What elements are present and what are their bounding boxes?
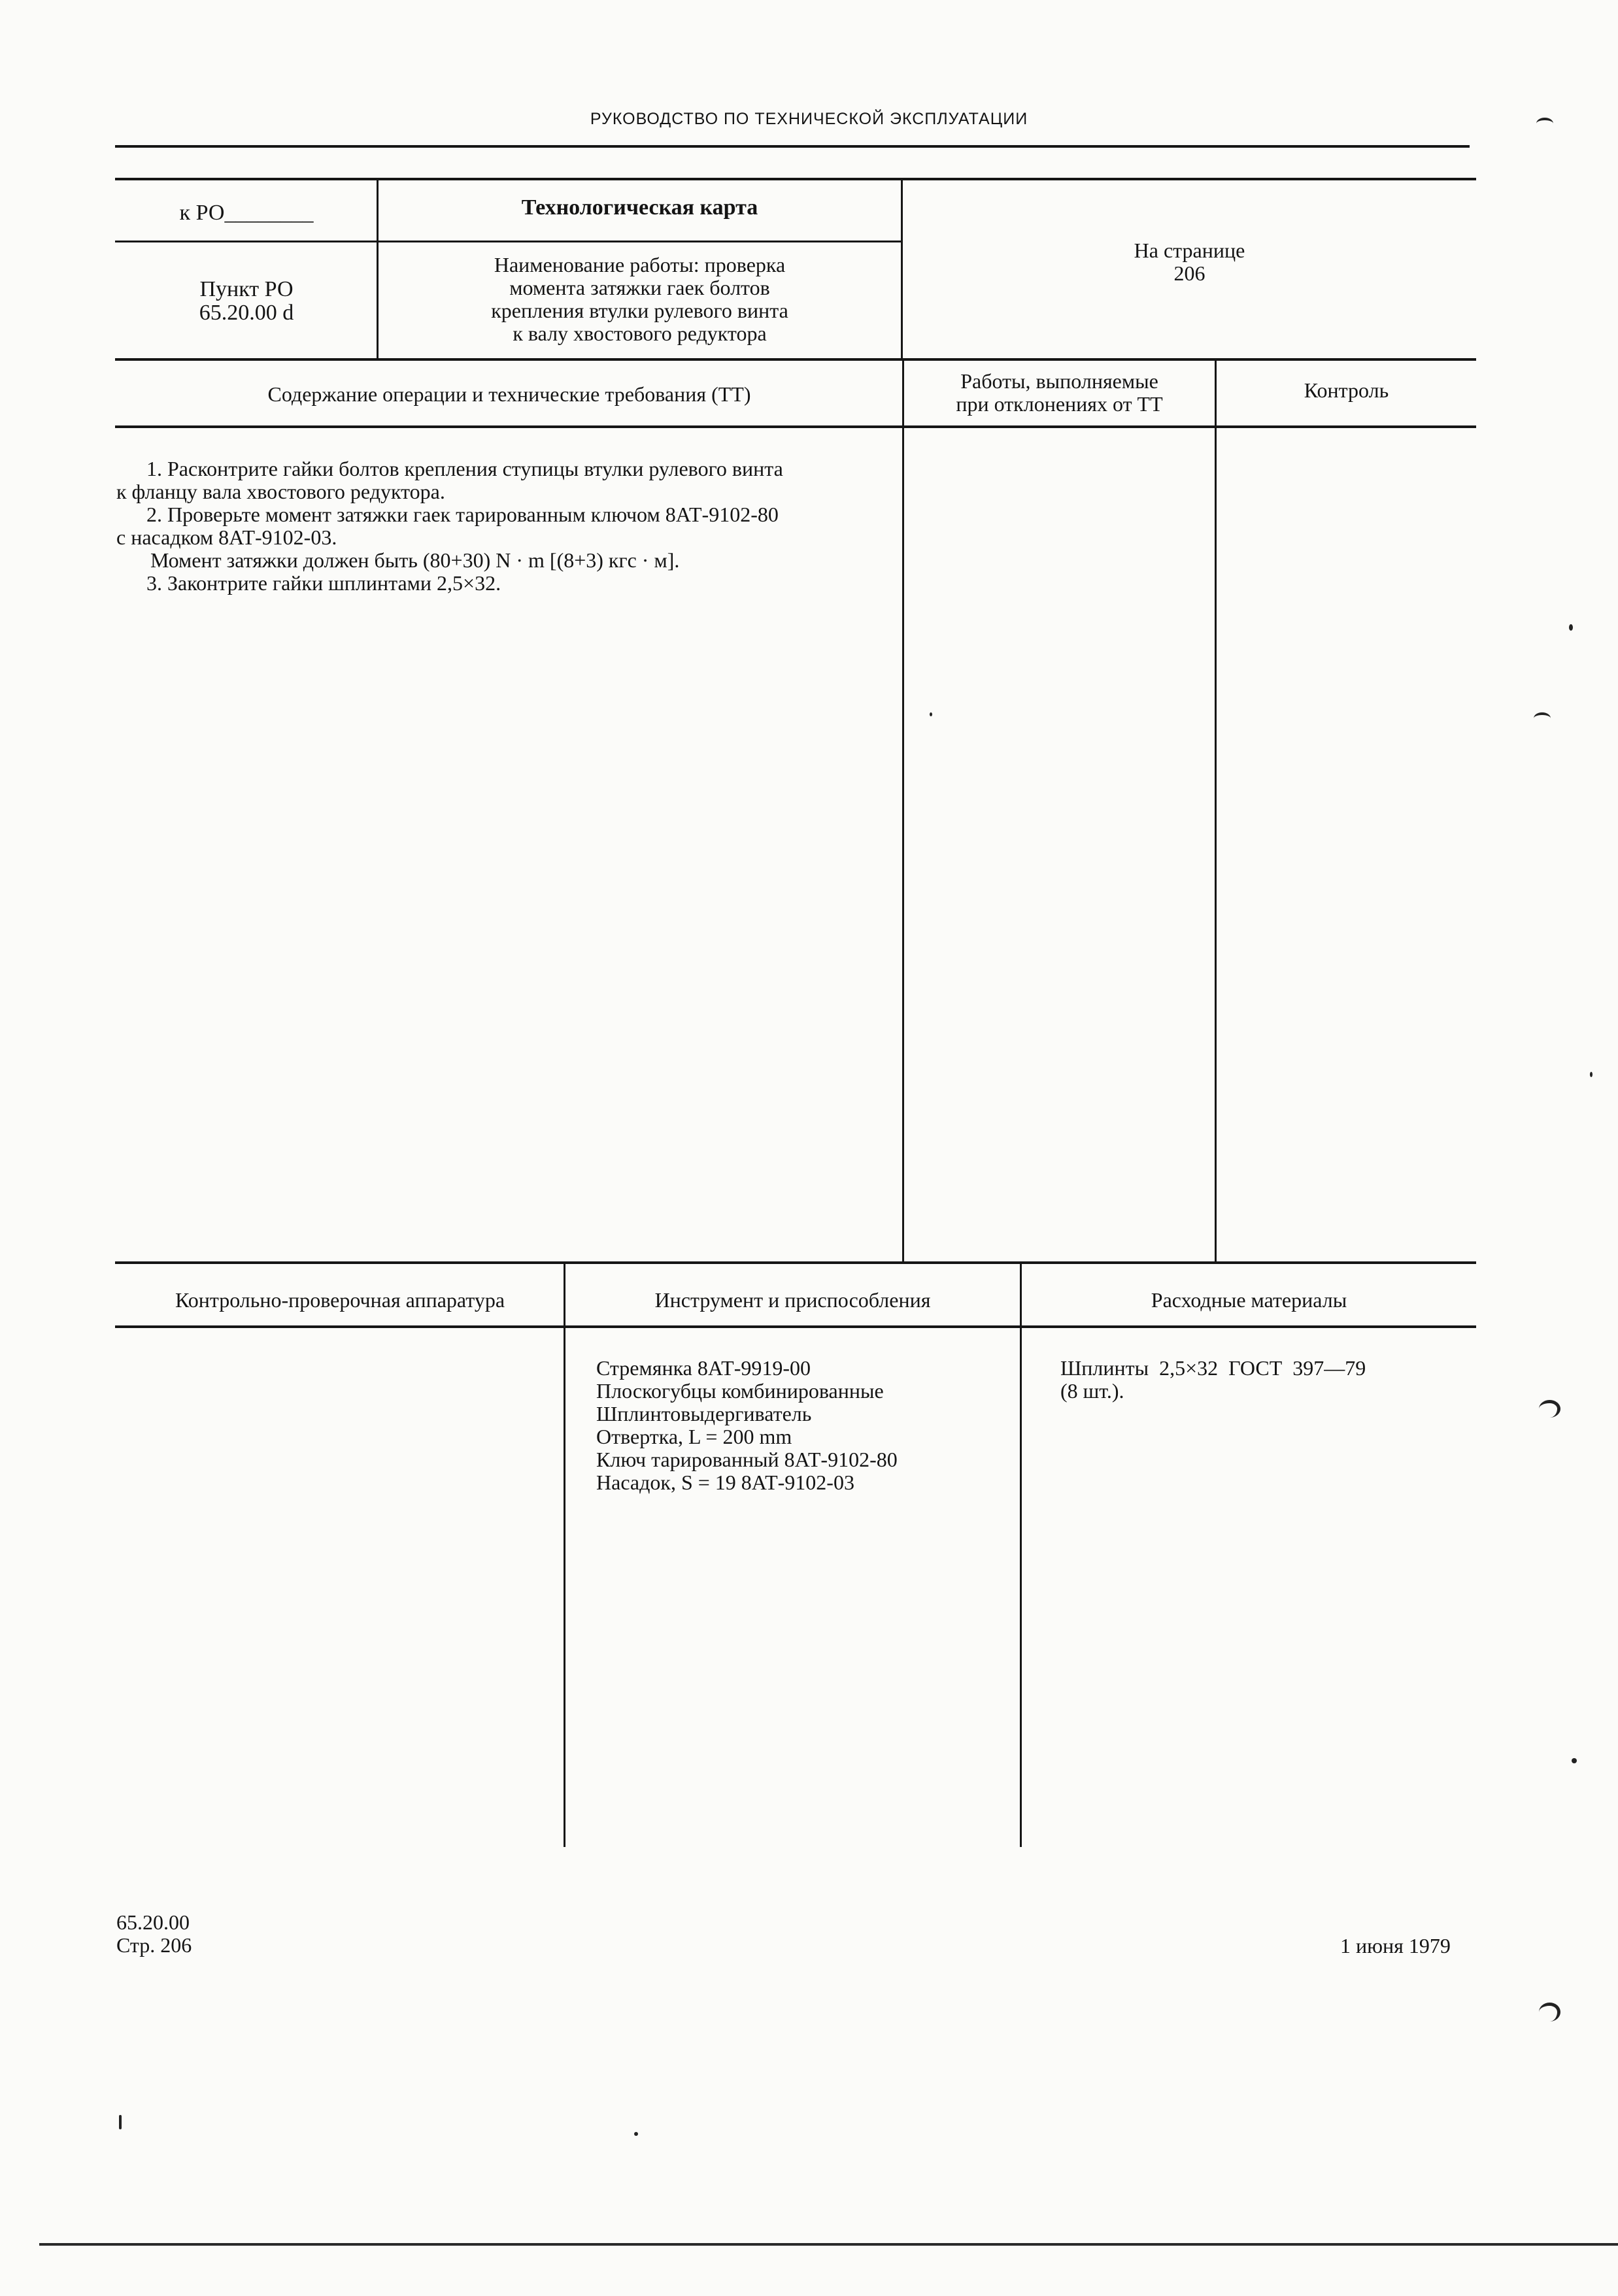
work-name-line: Наименование работы: проверка (494, 253, 786, 276)
page-ref-number: 206 (1173, 261, 1205, 285)
col-control-header: Контроль (1304, 378, 1389, 402)
binder-mark (1534, 712, 1551, 724)
scan-speck (1569, 624, 1573, 631)
col-content-header: Содержание операции и технические требования (ТТ) (267, 382, 751, 406)
tool-item: Ключ тарированный 8АТ-9102-80 (596, 1448, 898, 1471)
material-item: Шплинты 2,5×32 ГОСТ 397—79 (1060, 1356, 1366, 1380)
item-number: 65.20.00 d (199, 301, 294, 325)
bottom-scan-rule (39, 2243, 1618, 2246)
equip-top-border (115, 1261, 1476, 1264)
scan-speck (1572, 1758, 1577, 1763)
ops-divider-2 (1215, 361, 1217, 1261)
tool-item: Отвертка, L = 200 mm (596, 1425, 792, 1448)
binder-mark (1536, 118, 1553, 129)
scan-speck (930, 712, 932, 716)
tools-list (596, 1357, 898, 1494)
step-line: к фланцу вала хвостового редуктора. (116, 480, 445, 503)
equip-divider-1 (564, 1264, 565, 1847)
binder-mark (1539, 1400, 1560, 1418)
header-rule (115, 145, 1470, 148)
item-block (116, 278, 377, 325)
col-deviation-line: Работы, выполняемые (960, 369, 1158, 393)
tool-item: Шплинтовыдергиватель (596, 1402, 812, 1425)
page-ref (903, 239, 1476, 285)
card-mid-rule (115, 241, 902, 242)
material-item: (8 шт.). (1060, 1379, 1124, 1403)
running-header: РУКОВОДСТВО ПО ТЕХНИЧЕСКОЙ ЭКСПЛУАТАЦИИ (590, 110, 1028, 128)
step-line: 2. Проверьте момент затяжки гаек тарированным ключом 8АТ-9102-80 (146, 503, 779, 526)
equip-header-rule (115, 1325, 1476, 1328)
col-deviation-header (904, 370, 1215, 416)
binder-mark (1539, 2003, 1560, 2021)
ops-divider-1 (902, 361, 904, 1261)
ref-label: к РО________ (179, 201, 314, 225)
card-top-border (115, 178, 1476, 180)
work-name (379, 254, 901, 345)
footer-date: 1 июня 1979 (1340, 1934, 1451, 1957)
col-check-header: Контрольно-проверочная аппаратура (175, 1288, 505, 1312)
scan-speck (119, 2115, 122, 2129)
page-ref-label: На странице (1134, 239, 1245, 262)
footer-section: 65.20.00 (116, 1910, 190, 1934)
col-materials-header: Расходные материалы (1151, 1288, 1347, 1312)
materials-list (1060, 1357, 1366, 1403)
work-name-line: к валу хвостового редуктора (513, 322, 767, 345)
ops-top-border (115, 358, 1476, 361)
step-line: 1. Расконтрите гайки болтов крепления ступицы втулки рулевого винта (146, 457, 783, 480)
work-name-line: крепления втулки рулевого винта (491, 299, 788, 322)
footer-left (116, 1911, 192, 1957)
tool-item: Насадок, S = 19 8АТ-9102-03 (596, 1471, 854, 1494)
footer-page: Стр. 206 (116, 1933, 192, 1957)
col-deviation-line: при отклонениях от ТТ (956, 392, 1163, 416)
item-label: Пункт РО (199, 277, 294, 301)
work-name-line: момента затяжки гаек болтов (509, 276, 770, 299)
steps-list (116, 458, 901, 595)
ops-header-rule (115, 425, 1476, 428)
step-line: с насадком 8АТ-9102-03. (116, 525, 337, 549)
step-line: 3. Законтрите гайки шплинтами 2,5×32. (146, 571, 501, 595)
tool-item: Стремянка 8АТ-9919-00 (596, 1356, 811, 1380)
col-tools-header: Инструмент и приспособления (654, 1288, 931, 1312)
scan-speck (634, 2132, 638, 2136)
tool-item: Плоскогубцы комбинированные (596, 1379, 884, 1403)
scan-speck (1590, 1072, 1593, 1077)
step-line: Момент затяжки должен быть (80+30) N · m [(8+3) кгс · м]. (150, 548, 680, 572)
equip-divider-2 (1020, 1264, 1022, 1847)
card-title: Технологическая карта (521, 195, 758, 220)
